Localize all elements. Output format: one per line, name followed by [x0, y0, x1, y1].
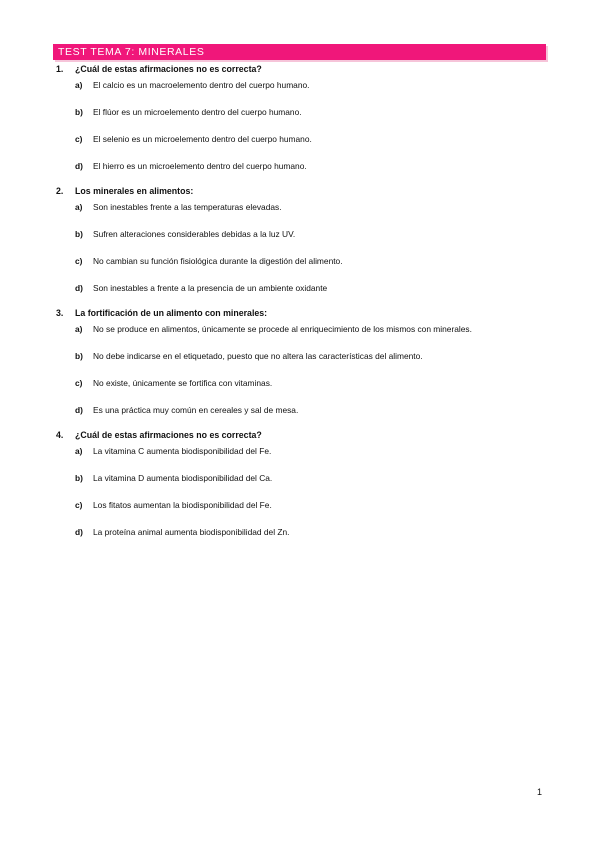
- question-heading: [56, 308, 544, 319]
- option-letter: b): [75, 473, 83, 483]
- option-text: El flúor es un microelemento dentro del cuerpo humano.: [93, 107, 302, 117]
- page-number: 1: [537, 787, 543, 797]
- question-list: [56, 64, 544, 552]
- option-a: [56, 200, 544, 214]
- option-d: [56, 403, 544, 417]
- question-number: 1.: [56, 64, 64, 74]
- option-letter: a): [75, 324, 83, 334]
- option-d: [56, 281, 544, 295]
- option-list: [56, 444, 544, 539]
- option-d: [56, 525, 544, 539]
- option-letter: c): [75, 378, 83, 388]
- option-letter: b): [75, 351, 83, 361]
- option-b: [56, 227, 544, 241]
- question-number: 4.: [56, 430, 64, 440]
- option-letter: c): [75, 134, 83, 144]
- option-c: [56, 376, 544, 390]
- option-letter: b): [75, 107, 83, 117]
- option-text: La vitamina D aumenta biodisponibilidad del Ca.: [93, 473, 273, 483]
- option-text: No existe, únicamente se fortifica con vitaminas.: [93, 378, 273, 388]
- option-b: [56, 471, 544, 485]
- question-text: Los minerales en alimentos:: [75, 186, 194, 196]
- question-text: La fortificación de un alimento con minerales:: [75, 308, 268, 318]
- option-a: [56, 78, 544, 92]
- question-heading: [56, 64, 544, 75]
- option-text: Sufren alteraciones considerables debidas a la luz UV.: [93, 229, 296, 239]
- option-text: No se produce en alimentos, únicamente se procede al enriquecimiento de los mismos con minerales.: [93, 324, 472, 334]
- option-letter: d): [75, 405, 83, 415]
- option-text: El hierro es un microelemento dentro del cuerpo humano.: [93, 161, 307, 171]
- option-d: [56, 159, 544, 173]
- option-letter: b): [75, 229, 83, 239]
- option-c: [56, 498, 544, 512]
- option-text: Son inestables a frente a la presencia de un ambiente oxidante: [93, 283, 328, 293]
- question-1: [56, 64, 544, 173]
- question-text: ¿Cuál de estas afirmaciones no es correcta?: [75, 64, 262, 74]
- option-text: No debe indicarse en el etiquetado, puesto que no altera las características del alimento.: [93, 351, 423, 361]
- option-letter: a): [75, 446, 83, 456]
- option-letter: a): [75, 202, 83, 212]
- question-number: 3.: [56, 308, 64, 318]
- option-b: [56, 349, 544, 363]
- option-text: El selenio es un microelemento dentro del cuerpo humano.: [93, 134, 312, 144]
- option-text: Es una práctica muy común en cereales y sal de mesa.: [93, 405, 299, 415]
- option-c: [56, 254, 544, 268]
- question-4: [56, 430, 544, 539]
- option-text: La proteína animal aumenta biodisponibilidad del Zn.: [93, 527, 290, 537]
- option-text: El calcio es un macroelemento dentro del cuerpo humano.: [93, 80, 310, 90]
- option-list: [56, 322, 544, 417]
- option-letter: d): [75, 283, 83, 293]
- option-letter: d): [75, 161, 83, 171]
- option-a: [56, 444, 544, 458]
- option-list: [56, 200, 544, 295]
- option-list: [56, 78, 544, 173]
- option-text: La vitamina C aumenta biodisponibilidad del Fe.: [93, 446, 272, 456]
- option-letter: c): [75, 500, 83, 510]
- question-heading: [56, 186, 544, 197]
- question-text: ¿Cuál de estas afirmaciones no es correcta?: [75, 430, 262, 440]
- question-heading: [56, 430, 544, 441]
- option-a: [56, 322, 544, 336]
- page-title: TEST TEMA 7: MINERALES: [53, 44, 546, 60]
- question-2: [56, 186, 544, 295]
- option-letter: a): [75, 80, 83, 90]
- option-c: [56, 132, 544, 146]
- option-text: Son inestables frente a las temperaturas elevadas.: [93, 202, 282, 212]
- option-b: [56, 105, 544, 119]
- question-number: 2.: [56, 186, 64, 196]
- option-letter: d): [75, 527, 83, 537]
- option-text: No cambian su función fisiológica durante la digestión del alimento.: [93, 256, 343, 266]
- option-text: Los fitatos aumentan la biodisponibilidad del Fe.: [93, 500, 272, 510]
- option-letter: c): [75, 256, 83, 266]
- question-3: [56, 308, 544, 417]
